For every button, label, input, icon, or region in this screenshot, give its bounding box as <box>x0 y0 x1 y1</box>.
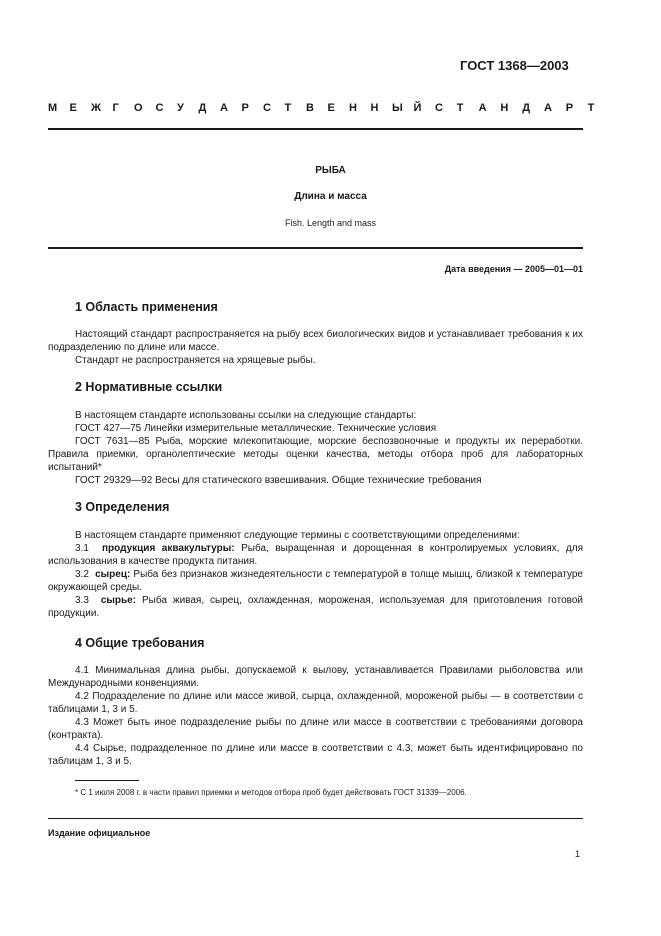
standard-type-letter: Р <box>565 102 574 114</box>
standard-type-letter: С <box>263 102 271 114</box>
standard-type-letter: Т <box>456 102 464 114</box>
definition-number: 3.2 <box>75 569 89 580</box>
standard-type-letter: С <box>155 102 164 114</box>
definition-text: Рыба, выращенная и дорощенная в контролируемых условиях, для использования в качестве продукта питания. <box>48 543 584 567</box>
standard-type-letter: Ж <box>91 102 101 114</box>
section-3-body <box>48 529 583 620</box>
section-1-heading: 1 Область применения <box>75 300 218 314</box>
standard-type-letter: Н <box>349 102 357 114</box>
reference-item: ГОСТ 427—75 Линейки измерительные металлические. Технические условия <box>75 423 437 434</box>
standard-type-letter: А <box>543 102 552 114</box>
gost-code: ГОСТ 1368—2003 <box>460 58 569 73</box>
standard-type-letter: Ы <box>392 102 403 114</box>
footnote-rule <box>75 780 139 781</box>
standard-type-letter: Н <box>500 102 509 114</box>
definition-number: 3.1 <box>75 543 89 554</box>
standard-type-letter: Й <box>413 102 422 114</box>
standard-type-letter: С <box>435 102 443 114</box>
title-rule <box>48 247 583 249</box>
paragraph: 4.3 Может быть иное подразделение рыбы по длине или массе в соответствии с требованиями договора (контракта). <box>48 717 583 741</box>
standard-type-letter: В <box>306 102 314 114</box>
section-4-heading: 4 Общие требования <box>75 636 205 650</box>
paragraph: 4.4 Сырье, подразделенное по длине или массе в соответствии с 4.3, может быть идентифицировано по таблицам 1, 3 и 5. <box>48 743 583 767</box>
standard-type-letter: Е <box>69 102 77 114</box>
section-2-body <box>48 409 583 487</box>
definition-term: сырец: <box>95 569 131 580</box>
standard-type-letter: О <box>134 102 143 114</box>
definition-text: Рыба без признаков жизнедеятельности с температурой в толще мышц, близкой к температуре окружающей среды. <box>48 569 583 593</box>
standard-type-letter: Д <box>198 102 207 114</box>
section-3-heading: 3 Определения <box>75 500 170 514</box>
footnote: * С 1 июля 2008 г. в части правил приемки и методов отбора проб будет действовать ГОСТ 31339—2006. <box>75 788 467 797</box>
paragraph: 4.1 Минимальная длина рыбы, допускаемой к вылову, устанавливается Правилами рыболовства или Международными конвенциями. <box>48 665 583 689</box>
paragraph: Стандарт не распространяется на хрящевые рыбы. <box>75 355 316 366</box>
header-rule <box>48 128 583 130</box>
paragraph: Настоящий стандарт распространяется на рыбу всех биологических видов и устанавливает требования к их подразделению по длине или массе. <box>48 329 583 353</box>
standard-type-letter: Е <box>327 102 335 114</box>
definition-text: Рыба живая, сырец, охлажденная, мороженая, используемая для приготовления готовой продукции. <box>48 595 584 619</box>
doc-title-english: Fish. Length and mass <box>284 218 377 228</box>
standard-type-letter: Т <box>587 102 595 114</box>
reference-item: ГОСТ 29329—92 Весы для статического взвешивания. Общие технические требования <box>75 475 482 486</box>
section-4-body <box>48 664 583 768</box>
page-number: 1 <box>575 849 581 859</box>
bottom-rule <box>48 818 583 819</box>
standard-type-letter: Д <box>522 102 531 114</box>
date-of-introduction: Дата введения — 2005—01—01 <box>444 264 583 274</box>
definition-term: продукция аквакультуры: <box>101 543 235 554</box>
standard-type-word-2 <box>435 102 609 114</box>
definition-term: сырье: <box>100 595 137 606</box>
doc-subtitle: Длина и масса <box>294 191 367 202</box>
standard-type-word-1 <box>48 102 435 114</box>
definition-item <box>48 594 583 620</box>
paragraph: В настоящем стандарте использованы ссылки на следующие стандарты: <box>75 410 417 421</box>
edition-label: Издание официальное <box>48 828 151 838</box>
paragraph: 4.2 Подразделение по длине или массе живой, сырца, охлажденной, мороженой рыбы — в соответствии с таблицами 1, 3 и 5. <box>48 691 583 715</box>
reference-item: ГОСТ 7631—85 Рыба, морские млекопитающие, морские беспозвоночные и продукты их переработки. Правила приемки, органолептические методы оценки качества, методы отбора проб для лабораторных испытаний* <box>48 436 583 473</box>
standard-type-letter: Г <box>112 102 119 114</box>
standard-type-letter: А <box>220 102 228 114</box>
standard-type-letter: М <box>48 102 58 114</box>
section-2-heading: 2 Нормативные ссылки <box>75 380 223 394</box>
standard-type-letter: У <box>177 102 184 114</box>
standard-type <box>48 102 595 114</box>
paragraph: В настоящем стандарте применяют следующие термины с соответствующими определениями: <box>75 530 520 541</box>
section-1-body <box>48 328 583 367</box>
standard-type-letter: Н <box>370 102 379 114</box>
standard-type-letter: Т <box>284 102 292 114</box>
standard-type-letter: А <box>478 102 487 114</box>
doc-title: РЫБА <box>315 165 346 176</box>
definition-item <box>48 542 583 568</box>
definition-item <box>48 568 583 594</box>
definition-number: 3.3 <box>75 595 89 606</box>
standard-type-letter: Р <box>241 102 249 114</box>
